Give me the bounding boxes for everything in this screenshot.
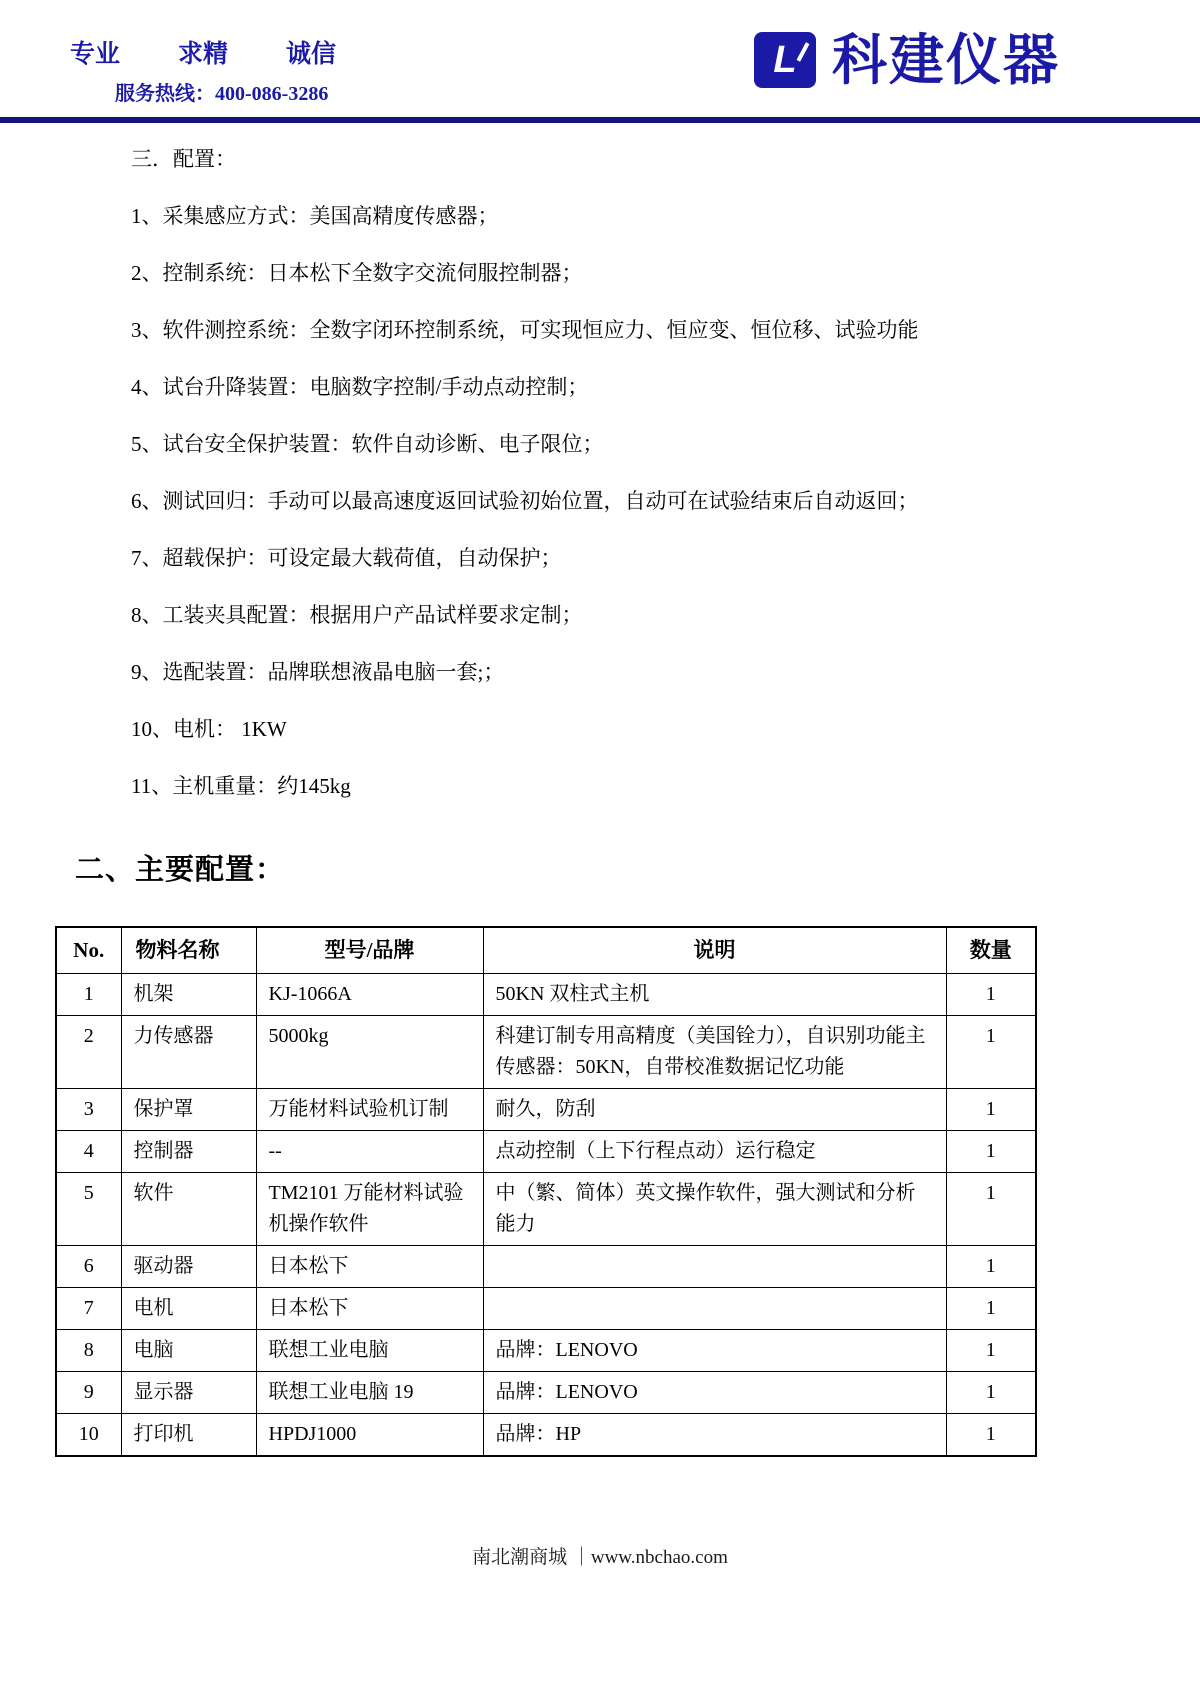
cell-material: 软件 — [121, 1172, 256, 1245]
config-item-6: 6、测试回归：手动可以最高速度返回试验初始位置，自动可在试验结束后自动返回； — [131, 489, 919, 513]
logo-letter: L — [773, 39, 797, 81]
cell-model: 日本松下 — [256, 1287, 483, 1329]
cell-qty: 1 — [946, 1130, 1036, 1172]
section-config-title: 三．配置： — [131, 147, 236, 171]
slogan-word: 专业 — [70, 41, 121, 68]
cell-desc: 50KN 双柱式主机 — [483, 973, 946, 1015]
brand-name: 科建仪器 — [831, 28, 1060, 91]
logo-slash-mark — [797, 42, 810, 62]
cell-desc — [483, 1245, 946, 1287]
cell-no: 3 — [56, 1088, 121, 1130]
cell-material: 电机 — [121, 1287, 256, 1329]
col-header-desc: 说明 — [483, 927, 946, 973]
cell-desc — [483, 1287, 946, 1329]
header-divider — [0, 117, 1200, 123]
section-main-config-title: 二、主要配置： — [75, 854, 286, 886]
cell-material: 机架 — [121, 973, 256, 1015]
table-row — [56, 1287, 1036, 1329]
config-item-5: 5、试台安全保护装置：软件自动诊断、电子限位； — [131, 432, 604, 456]
cell-no: 4 — [56, 1130, 121, 1172]
cell-desc: 科建订制专用高精度（美国铨力），自识别功能主传感器：50KN，自带校准数据记忆功能 — [483, 1015, 946, 1088]
cell-model: TM2101 万能材料试验机操作软件 — [256, 1172, 483, 1245]
cell-no: 10 — [56, 1413, 121, 1456]
cell-no: 5 — [56, 1172, 121, 1245]
config-item-1: 1、采集感应方式：美国高精度传感器； — [131, 204, 499, 228]
brand-logo-icon — [754, 32, 816, 88]
cell-material: 控制器 — [121, 1130, 256, 1172]
table-row — [56, 1088, 1036, 1130]
col-header-qty: 数量 — [946, 927, 1036, 973]
service-hotline: 服务热线：400-086-3286 — [115, 83, 329, 105]
cell-desc: 中（繁、简体）英文操作软件，强大测试和分析能力 — [483, 1172, 946, 1245]
config-table — [55, 926, 1037, 1457]
col-header-material: 物料名称 — [121, 927, 256, 973]
cell-no: 7 — [56, 1287, 121, 1329]
cell-material: 显示器 — [121, 1371, 256, 1413]
page-footer — [0, 1542, 1200, 1569]
page-header — [0, 0, 1200, 106]
cell-material: 电脑 — [121, 1329, 256, 1371]
cell-qty: 1 — [946, 1015, 1036, 1088]
cell-model: KJ-1066A — [256, 973, 483, 1015]
brand-block — [754, 28, 1060, 91]
cell-model: 万能材料试验机订制 — [256, 1088, 483, 1130]
document-body — [0, 149, 1200, 1457]
table-row — [56, 973, 1036, 1015]
cell-desc: 品牌：LENOVO — [483, 1329, 946, 1371]
config-item-11: 11、主机重量：约145kg — [131, 774, 351, 798]
col-header-no: No. — [56, 927, 121, 973]
footer-text: 南北潮商城 ｜www.nbchao.com — [472, 1547, 728, 1568]
cell-material: 驱动器 — [121, 1245, 256, 1287]
cell-model: HPDJ1000 — [256, 1413, 483, 1456]
table-row — [56, 1015, 1036, 1088]
config-item-9: 9、选配装置：品牌联想液晶电脑一套;； — [131, 660, 505, 684]
table-header-row — [56, 927, 1036, 973]
cell-material: 力传感器 — [121, 1015, 256, 1088]
company-slogan — [70, 34, 336, 70]
cell-material: 打印机 — [121, 1413, 256, 1456]
cell-qty: 1 — [946, 1329, 1036, 1371]
config-item-10: 10、电机： 1KW — [131, 717, 287, 741]
header-left-block — [70, 34, 336, 106]
cell-no: 6 — [56, 1245, 121, 1287]
cell-qty: 1 — [946, 1413, 1036, 1456]
cell-desc: 品牌：HP — [483, 1413, 946, 1456]
cell-model: 联想工业电脑 19 — [256, 1371, 483, 1413]
cell-qty: 1 — [946, 1088, 1036, 1130]
cell-qty: 1 — [946, 1287, 1036, 1329]
cell-material: 保护罩 — [121, 1088, 256, 1130]
cell-desc: 品牌：LENOVO — [483, 1371, 946, 1413]
cell-desc: 耐久，防刮 — [483, 1088, 946, 1130]
slogan-word: 求精 — [178, 41, 229, 68]
table-row — [56, 1245, 1036, 1287]
cell-qty: 1 — [946, 1371, 1036, 1413]
cell-model: 日本松下 — [256, 1245, 483, 1287]
table-row — [56, 1329, 1036, 1371]
table-row — [56, 1413, 1036, 1456]
cell-model: -- — [256, 1130, 483, 1172]
table-row — [56, 1130, 1036, 1172]
cell-no: 1 — [56, 973, 121, 1015]
cell-no: 9 — [56, 1371, 121, 1413]
cell-desc: 点动控制（上下行程点动）运行稳定 — [483, 1130, 946, 1172]
cell-qty: 1 — [946, 1172, 1036, 1245]
cell-no: 2 — [56, 1015, 121, 1088]
config-item-4: 4、试台升降装置：电脑数字控制/手动点动控制； — [131, 375, 589, 399]
cell-model: 5000kg — [256, 1015, 483, 1088]
cell-no: 8 — [56, 1329, 121, 1371]
slogan-word: 诚信 — [286, 41, 337, 68]
col-header-model: 型号/品牌 — [256, 927, 483, 973]
cell-qty: 1 — [946, 973, 1036, 1015]
config-item-7: 7、超载保护：可设定最大载荷值，自动保护； — [131, 546, 562, 570]
cell-model: 联想工业电脑 — [256, 1329, 483, 1371]
table-row — [56, 1371, 1036, 1413]
config-item-8: 8、工装夹具配置：根据用户产品试样要求定制； — [131, 603, 583, 627]
config-item-3: 3、软件测控系统：全数字闭环控制系统，可实现恒应力、恒应变、恒位移、试验功能 — [131, 318, 919, 342]
cell-qty: 1 — [946, 1245, 1036, 1287]
config-item-2: 2、控制系统：日本松下全数字交流伺服控制器； — [131, 261, 583, 285]
table-row — [56, 1172, 1036, 1245]
